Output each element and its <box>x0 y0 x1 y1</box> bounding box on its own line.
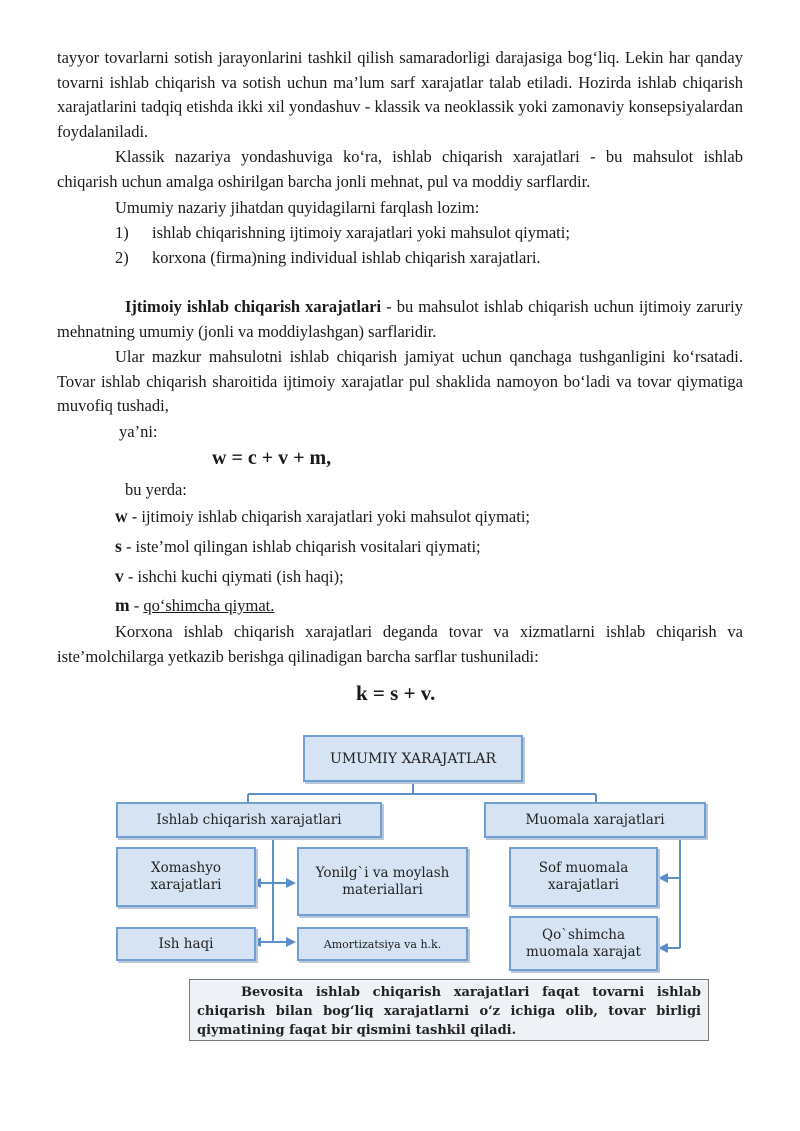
definition-symbol: s <box>115 536 122 556</box>
diagram-box-fuel-lubricants: Yonilg`i va moylash materiallari <box>297 847 468 916</box>
list-number: 1) <box>115 223 129 242</box>
definition-text: - iste’mol qilingan ishlab chiqarish vositalari qiymati; <box>121 537 481 556</box>
text-bu-yerda: bu yerda: <box>125 480 187 499</box>
paragraph-society-cost: Ular mazkur mahsulotni ishlab chiqarish jamiyat uchun qanchaga tushganligini ko‘rsatadi. Tovar ishlab chiqarish sharoitida ijtimoiy xarajatlar pul shaklida namoyon bo‘ladi va tovar qiymatiga muvofiq tushadi, <box>57 347 743 415</box>
definition-text: - ishchi kuchi qiymati (ish haqi); <box>123 567 344 586</box>
paragraph-intro: tayyor tovarlarni sotish jarayonlarini tashkil qilish samaradorligi darajasiga bog‘liq. Lekin har qanday tovarni ishlab chiqarish va sotish uchun ma’lum sarf xarajatlar talab etiladi. Hozirda ishlab chiqarish xarajatlarini tadqiq etishda ikki xil yondashuv - klassik va neoklassik yoki zamonaviy konsepsiyalardan foydalaniladi. <box>57 48 743 141</box>
formula-value: w = c + v + m, <box>212 447 332 469</box>
paragraph-distinguish: Umumiy nazariy jihatdan quyidagilarni farqlash lozim: <box>115 198 480 217</box>
term-definition: - bu mahsulot ishlab chiqarish uchun ijtimoiy zaruriy mehnatning umumiy (jonli va moddiylashgan) sarflaridir. <box>57 297 744 341</box>
definition-symbol: m <box>115 595 130 615</box>
diagram-box-total-costs: UMUMIY XARAJATLAR <box>303 735 523 782</box>
diagram-box-amortization: Amortizatsiya va h.k. <box>297 927 468 961</box>
diagram-box-production-costs: Ishlab chiqarish xarajatlari <box>116 802 382 838</box>
text-yani: ya’ni: <box>119 422 158 441</box>
list-text: korxona (firma)ning individual ishlab chiqarish xarajatlari. <box>152 248 541 267</box>
definition-symbol: w <box>115 506 128 526</box>
definition-underlined: qo‘shimcha qiymat. <box>143 596 275 615</box>
formula-enterprise: k = s + v. <box>356 681 436 705</box>
term-social-costs: Ijtimoiy ishlab chiqarish xarajatlari <box>125 297 382 316</box>
diagram-box-circulation-costs: Muomala xarajatlari <box>484 802 706 838</box>
diagram-box-raw-materials: Xomashyo xarajatlari <box>116 847 256 907</box>
diagram-note: Bevosita ishlab chiqarish xarajatlari faqat tovarni ishlab chiqarish bilan bog‘liq xarajatlarni o‘z ichiga olib, tovar birligi qiymatining faqat bir qismini tashkil qiladi. <box>189 979 709 1041</box>
paragraph-enterprise-costs: Korxona ishlab chiqarish xarajatlari deganda tovar va xizmatlarni ishlab chiqarish va iste’molchilarga yetkazib berishga qilinadigan barcha sarflar tushuniladi: <box>57 622 743 666</box>
definition-text: - <box>129 596 144 615</box>
paragraph-classic-theory: Klassik nazariya yondashuviga ko‘ra, ishlab chiqarish xarajatlari - bu mahsulot ishlab chiqarish uchun amalga oshirilgan barcha jonli mehnat, pul va moddiy sarflardir. <box>57 147 743 191</box>
list-text: ishlab chiqarishning ijtimoiy xarajatlari yoki mahsulot qiymati; <box>152 223 570 242</box>
diagram-box-additional-circulation: Qo`shimcha muomala xarajat <box>509 916 658 971</box>
definition-symbol: v <box>115 566 124 586</box>
definition-text: - ijtimoiy ishlab chiqarish xarajatlari yoki mahsulot qiymati; <box>127 507 530 526</box>
list-number: 2) <box>115 248 129 267</box>
diagram-box-net-circulation: Sof muomala xarajatlari <box>509 847 658 907</box>
diagram-box-wages: Ish haqi <box>116 927 256 961</box>
